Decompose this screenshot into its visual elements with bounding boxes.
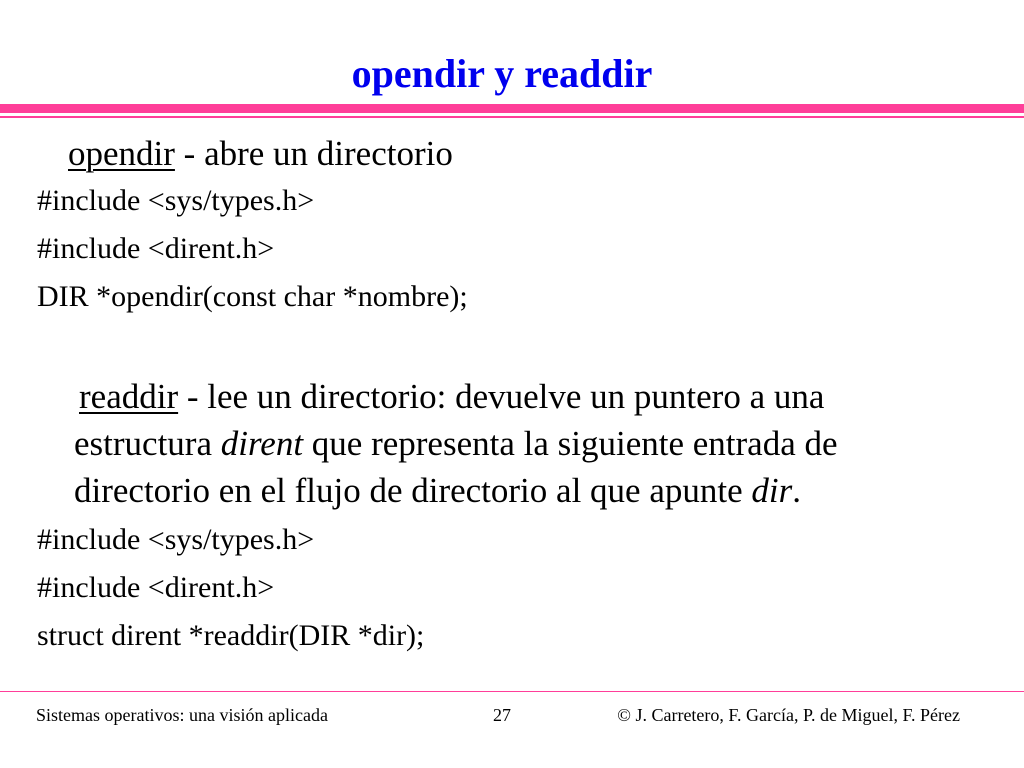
- opendir-signature: DIR *opendir(const char *nombre);: [37, 280, 468, 313]
- footer-copyright: © J. Carretero, F. García, P. de Miguel, F. Pérez: [617, 705, 960, 725]
- readdir-description-2b: que representa la siguiente entrada de: [303, 424, 838, 463]
- readdir-heading-line3: [74, 470, 801, 512]
- header-divider: [0, 104, 1024, 113]
- opendir-description: - abre un directorio: [174, 134, 453, 173]
- footer-book-title: Sistemas operativos: una visión aplicada: [36, 705, 328, 725]
- header-divider-thin: [0, 116, 1024, 118]
- readdir-description-3b: .: [792, 471, 801, 510]
- readdir-signature: struct dirent *readdir(DIR *dir);: [37, 619, 425, 652]
- opendir-heading: [68, 133, 453, 175]
- opendir-include-types: #include <sys/types.h>: [37, 184, 315, 217]
- readdir-description-3a: directorio en el flujo de directorio al que apunte: [74, 471, 752, 510]
- readdir-heading-line2: [74, 423, 838, 465]
- readdir-description-3-em: dir: [751, 471, 793, 510]
- readdir-include-dirent: #include <dirent.h>: [37, 571, 275, 604]
- footer-divider: [0, 691, 1024, 692]
- footer-page-number: 27: [493, 705, 511, 725]
- readdir-heading-line1: [79, 376, 824, 418]
- readdir-description-2-em: dirent: [220, 424, 304, 463]
- slide-title: opendir y readdir: [351, 51, 653, 96]
- readdir-include-types: #include <sys/types.h>: [37, 523, 315, 556]
- opendir-name: opendir: [68, 134, 175, 173]
- opendir-include-dirent: #include <dirent.h>: [37, 232, 275, 265]
- readdir-description-2a: estructura: [74, 424, 221, 463]
- readdir-description-1: - lee un directorio: devuelve un puntero a una: [178, 377, 825, 416]
- readdir-name: readdir: [79, 377, 179, 416]
